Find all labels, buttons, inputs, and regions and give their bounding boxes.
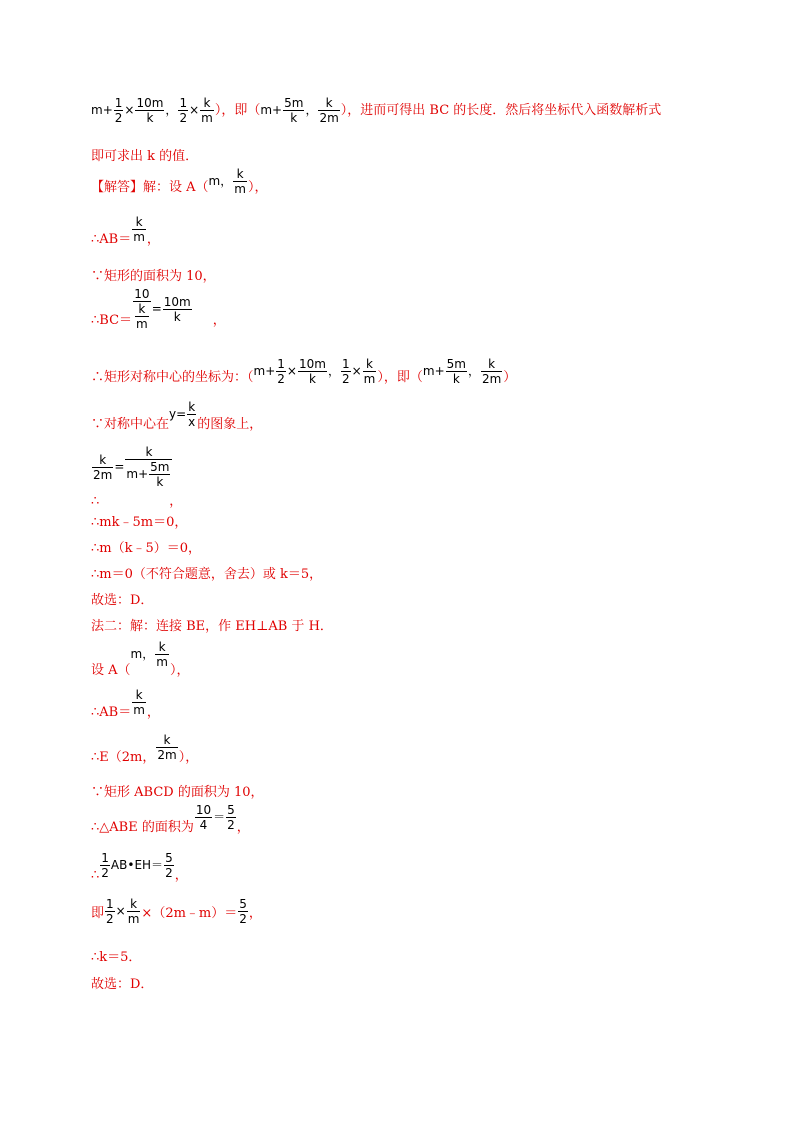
formula-center-simplified: m+ $\frac{5m}{k}$ ， $\frac{k}{2m}$: [260, 96, 339, 125]
solution-bc: ∴BC＝ $\frac{10}{\frac{k}{m}}$ = $\frac{10m}{k}$ ，: [91, 287, 226, 331]
m2-point-a: m， $\frac{k}{m}$: [130, 640, 168, 669]
eq-3: ∴m＝0（不符合题意，舍去）或 k＝5，: [91, 567, 323, 582]
m2-e-fraction: $\frac{k}{2m}$: [157, 733, 177, 762]
method2-triangle: ∴△ABE 的面积为 $\frac{10}{4}$ ＝ $\frac{5}{2}$ ，: [91, 803, 250, 835]
bc-prefix: ∴BC＝: [91, 313, 133, 328]
ab-fraction: $\frac{k}{m}$: [133, 215, 145, 244]
m2-set-a-text: 设 A（: [91, 663, 131, 678]
center-prefix: ∴矩形对称中心的坐标为：（: [91, 370, 254, 385]
text-ji-2: ），即（: [377, 370, 423, 385]
m2-abeh-formula: $\frac{1}{2}$ AB•EH＝ $\frac{5}{2}$: [101, 851, 173, 880]
center-formula: m+ $\frac{1}{2}$ × $\frac{10m}{k}$ ， $\frac{1}{2}$ × $\frac{k}{m}$: [253, 357, 376, 386]
on-graph-suffix: 的图象上，: [197, 417, 263, 432]
hint-line-2: 即可求出 k 的值．: [91, 149, 199, 164]
method2-set-a: 设 A（m， $\frac{k}{m}$ ），: [91, 640, 190, 678]
solution-area: ∵矩形的面积为 10，: [91, 269, 216, 284]
therefore-symbol: ∴ ，: [91, 494, 183, 509]
method2-intro: 法二：解：连接 BE，作 EH⊥AB 于 H．: [91, 619, 333, 634]
method2-ji: 即 $\frac{1}{2}$ × $\frac{k}{m}$ ×（2m﹣m）＝ $\frac{5}{2}$ ，: [91, 897, 262, 926]
set-a-text: 解：设 A（: [143, 180, 209, 195]
hint-line-1: [91, 96, 661, 125]
close-paren: ），: [247, 180, 268, 195]
solution-ab: ∴AB＝ $\frac{k}{m}$ ，: [91, 215, 160, 247]
equation-formula: $\frac{k}{2m}$ = k m+ $\frac{5m}{k}$: [91, 445, 173, 489]
m2-ji: 即: [91, 906, 105, 921]
therefore-text: ∴: [91, 494, 100, 509]
bc-fraction: $\frac{10}{\frac{k}{m}}$ = $\frac{10m}{k}$: [134, 287, 191, 331]
m2-therefore: ∴: [91, 868, 100, 883]
formula-center-x: m+ $\frac{1}{2}$ × $\frac{10m}{k}$ ， $\frac{1}{2}$ × $\frac{k}{m}$: [91, 96, 213, 125]
m2-ab-fraction: $\frac{k}{m}$: [133, 688, 145, 717]
solution-set-a: [91, 167, 268, 202]
method2-ab: ∴AB＝ $\frac{k}{m}$ ，: [91, 688, 160, 720]
method2-abeh: ∴ $\frac{1}{2}$ AB•EH＝ $\frac{5}{2}$ ，: [91, 851, 188, 883]
ab-prefix: ∴AB＝: [91, 232, 132, 247]
center-simplified: m+ $\frac{5m}{k}$ ， $\frac{k}{2m}$: [422, 357, 502, 386]
m2-ji-formula: $\frac{1}{2}$ × $\frac{k}{m}$: [106, 897, 140, 926]
function-y-k-x: y= $\frac{k}{x}$: [169, 400, 196, 429]
m2-tri-formula: $\frac{10}{4}$ ＝ $\frac{5}{2}$: [195, 803, 235, 832]
method2-area: ∵矩形 ABCD 的面积为 10，: [91, 785, 264, 800]
ab-eh-text: AB•EH: [110, 858, 152, 872]
solution-center: ∴矩形对称中心的坐标为：（m+ $\frac{1}{2}$ × $\frac{10m}{k}$ ， $\frac{1}{2}$ × $\frac{k}{m}$ ），即（m+ $\frac{5m}{k}$ ， $\frac{k}{2m}$ ）: [91, 357, 517, 386]
answer-label: 【解答】: [91, 180, 144, 195]
eq-1: ∴mk﹣5m＝0，: [91, 515, 188, 530]
m2-e-prefix: ∴E（2m，: [91, 750, 156, 765]
choose-2: 故选：D．: [91, 977, 154, 992]
m2-tri-prefix: ∴△ABE 的面积为: [91, 820, 194, 835]
text-ji: ），即（: [214, 103, 261, 118]
point-a-coords: m， $\frac{k}{m}$: [208, 167, 246, 196]
method2-k-result: ∴k＝5．: [91, 950, 142, 965]
on-graph-prefix: ∵对称中心在: [91, 417, 170, 432]
solution-equation: [91, 445, 173, 489]
eq-2: ∴m（k﹣5）＝0，: [91, 541, 202, 556]
m2-five-halves: $\frac{5}{2}$: [239, 897, 247, 926]
hint-text: ），进而可得出 BC 的长度．然后将坐标代入函数解析式: [340, 103, 662, 118]
solution-on-graph: [91, 400, 263, 432]
m2-ab-prefix: ∴AB＝: [91, 705, 132, 720]
choose-1: 故选：D．: [91, 593, 154, 608]
m2-two-m: ×（2m﹣m）＝: [141, 906, 238, 921]
method2-e: ∴E（2m， $\frac{k}{2m}$ ），: [91, 733, 199, 765]
